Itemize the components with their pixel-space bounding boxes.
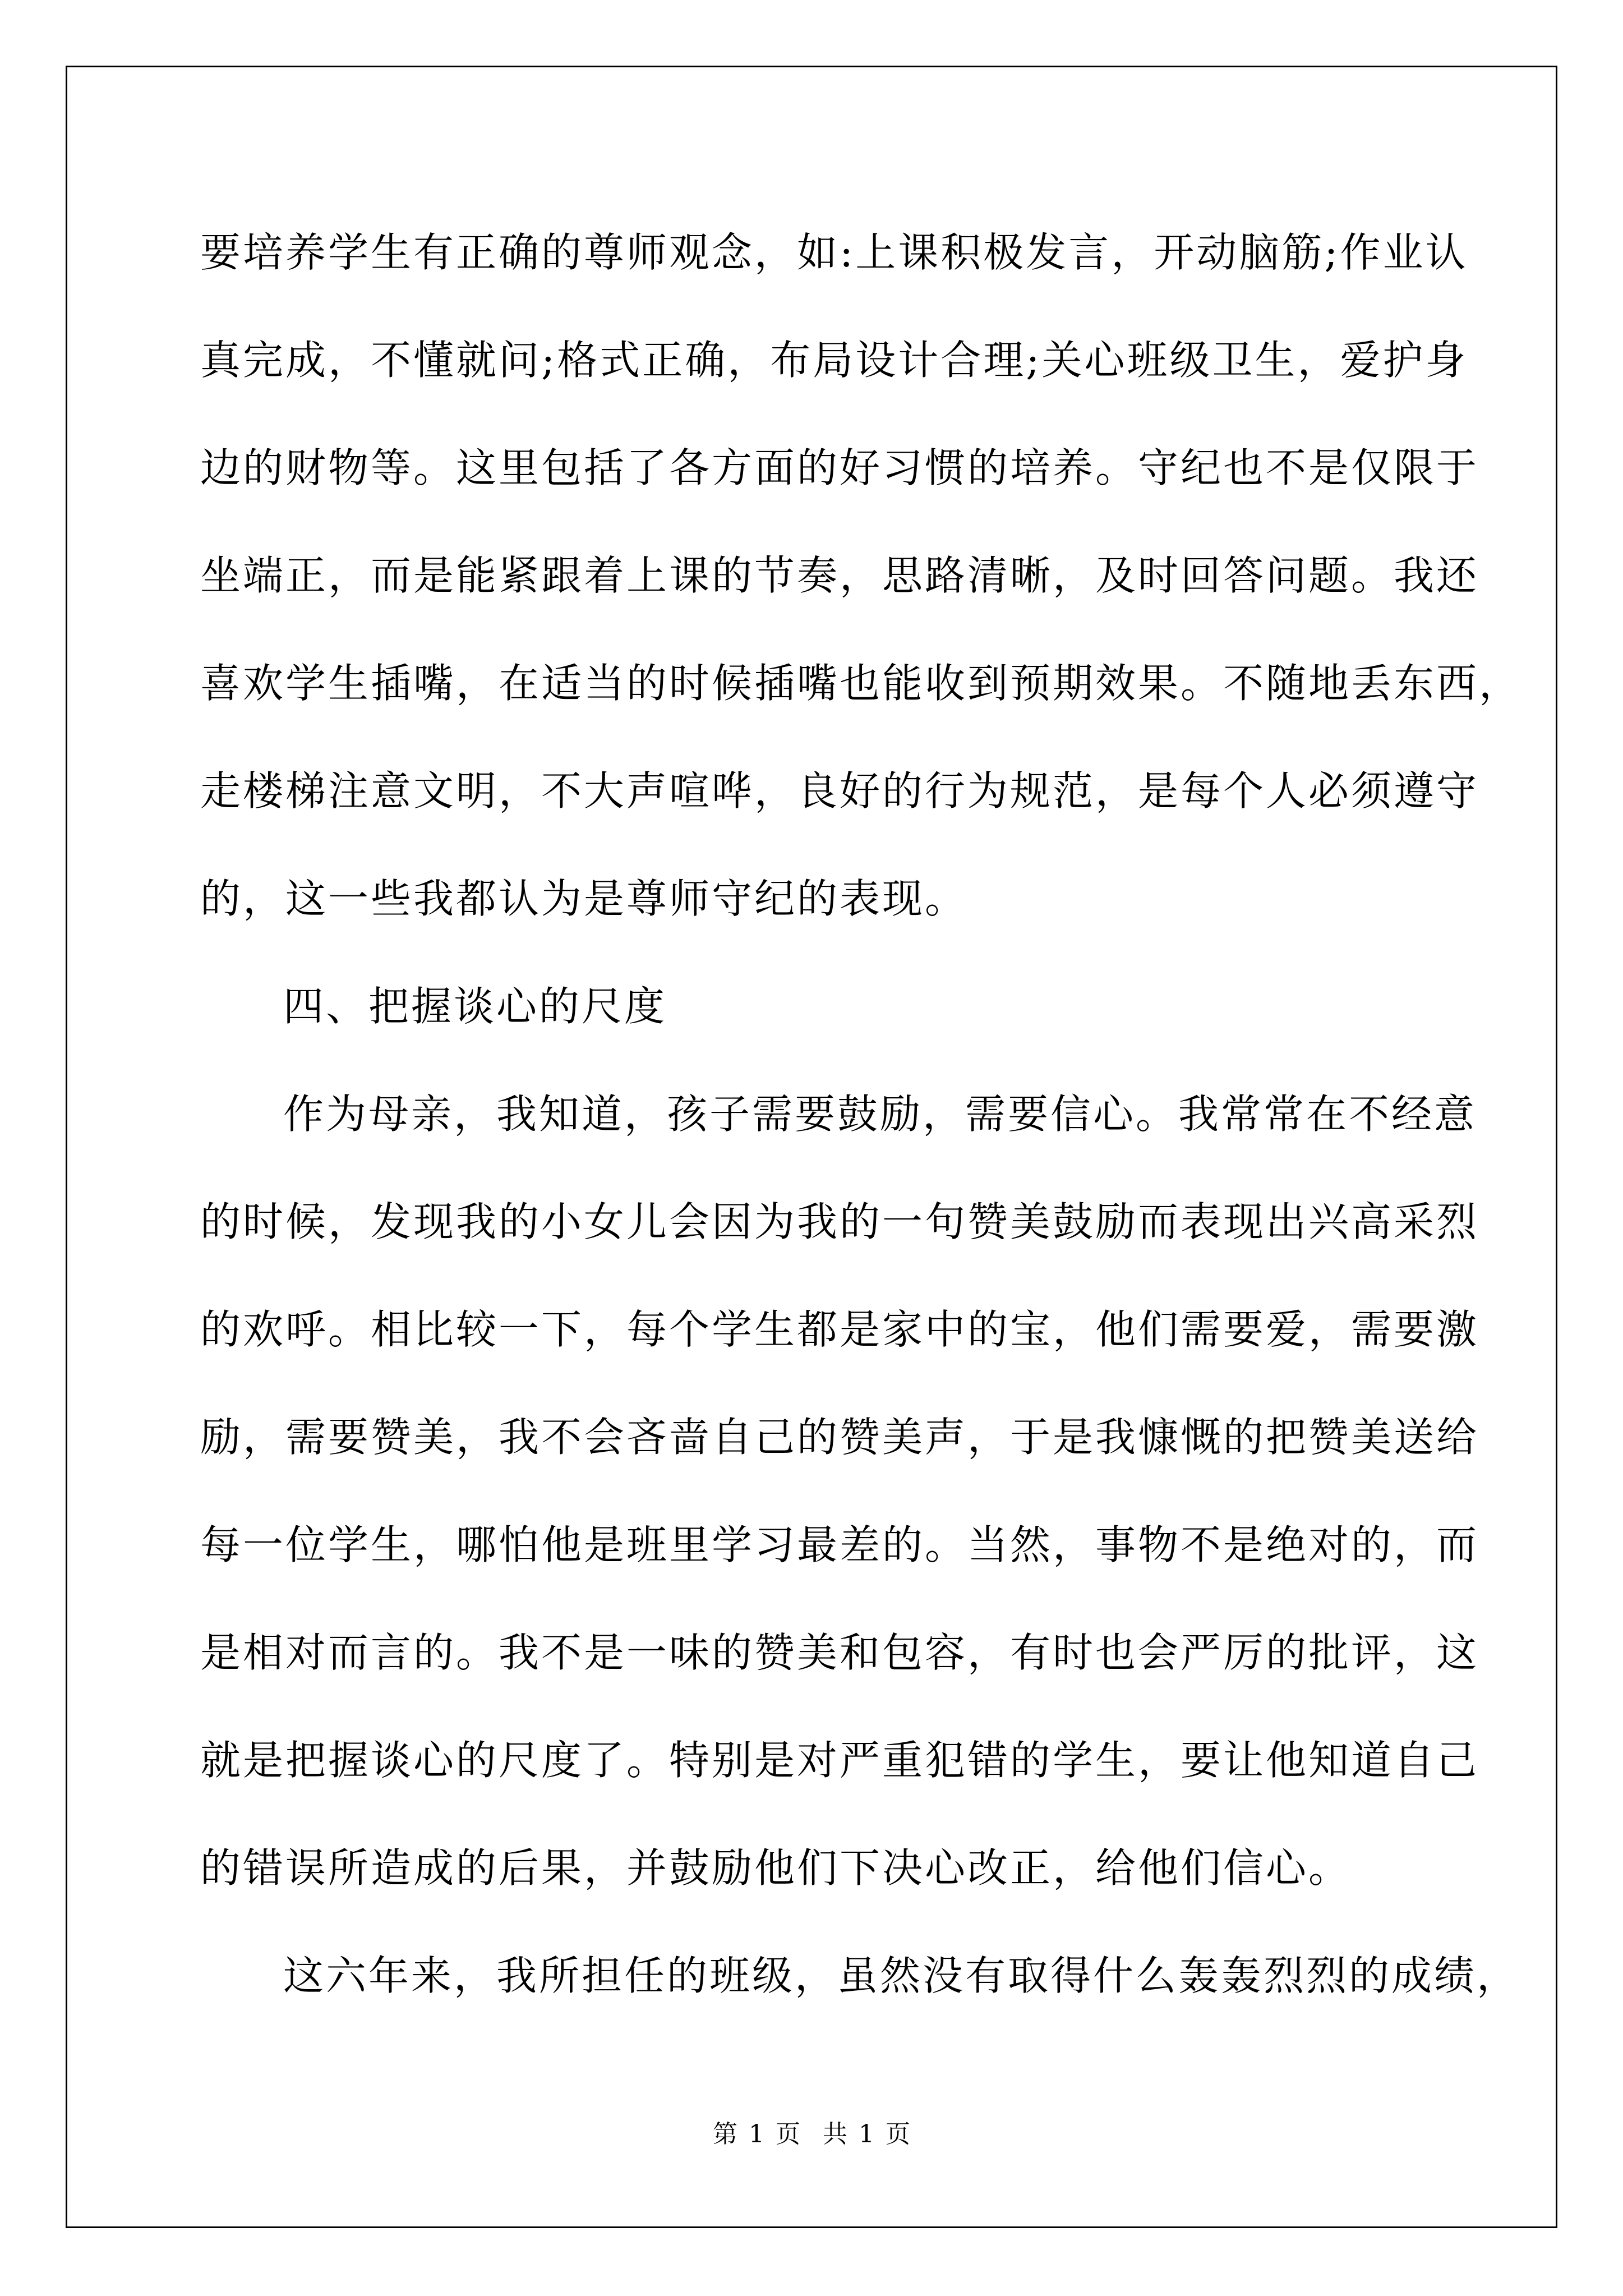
page-number: 第 1 页 [713, 2120, 800, 2148]
document-body [200, 224, 1522, 2055]
page-footer [0, 2118, 1623, 2151]
text-line: 的欢呼。相比较一下，每个学生都是家中的宝，他们需要爱，需要激 [200, 1306, 1479, 1353]
text-line: 四、把握谈心的尺度 [283, 983, 667, 1030]
text-line: 作为母亲，我知道，孩子需要鼓励，需要信心。我常常在不经意 [283, 1091, 1477, 1138]
text-line: 就是把握谈心的尺度了。特别是对严重犯错的学生，要让他知道自己 [200, 1737, 1479, 1784]
text-line: 每一位学生，哪怕他是班里学习最差的。当然，事物不是绝对的，而 [200, 1521, 1479, 1568]
text-line: 真完成，不懂就问;格式正确，布局设计合理;关心班级卫生，爱护身 [200, 337, 1468, 384]
text-line: 边的财物等。这里包括了各方面的好习惯的培养。守纪也不是仅限于 [200, 444, 1479, 491]
text-line: 走楼梯注意文明，不大声喧哗，良好的行为规范，是每个人必须遵守 [200, 767, 1479, 815]
text-line: 坐端正，而是能紧跟着上课的节奏，思路清晰，及时回答问题。我还 [200, 552, 1479, 599]
text-line: 这六年来，我所担任的班级，虽然没有取得什么轰轰烈烈的成绩， [283, 1952, 1520, 1999]
text-line: 的错误所造成的后果，并鼓励他们下决心改正，给他们信心。 [200, 1844, 1352, 1892]
text-line: 要培养学生有正确的尊师观念，如:上课积极发言，开动脑筋;作业认 [200, 229, 1468, 276]
text-line: 励，需要赞美，我不会吝啬自己的赞美声，于是我慷慨的把赞美送给 [200, 1414, 1479, 1461]
text-line: 的，这一些我都认为是尊师守纪的表现。 [200, 875, 968, 922]
text-line: 的时候，发现我的小女儿会因为我的一句赞美鼓励而表现出兴高采烈 [200, 1198, 1479, 1245]
page-total: 共 1 页 [823, 2120, 910, 2148]
text-line: 是相对而言的。我不是一味的赞美和包容，有时也会严厉的批评，这 [200, 1629, 1479, 1676]
text-line: 喜欢学生插嘴，在适当的时候插嘴也能收到预期效果。不随地丢东西， [200, 660, 1522, 707]
